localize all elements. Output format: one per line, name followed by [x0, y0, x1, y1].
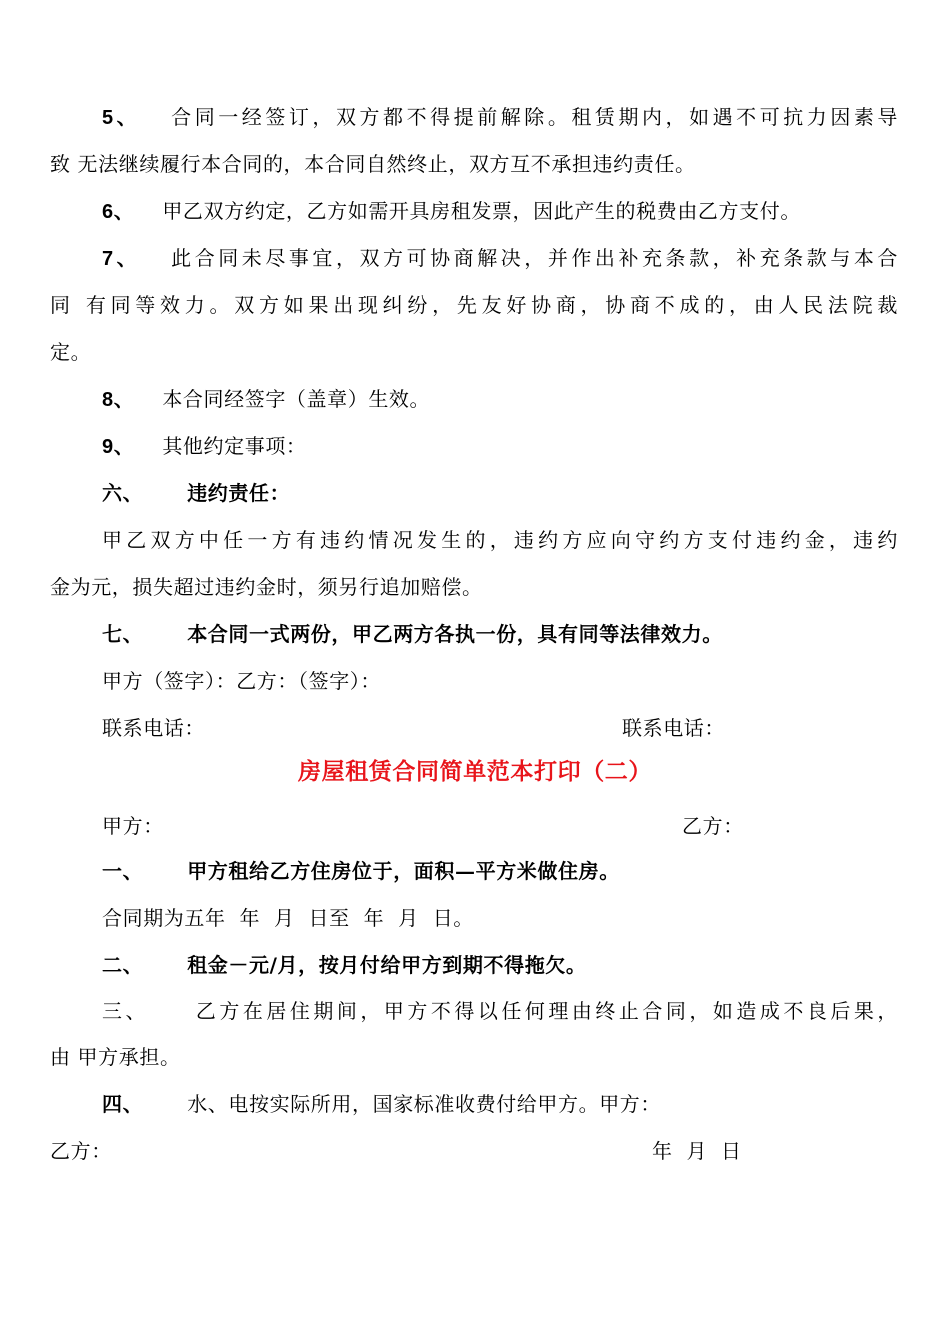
clause-text: 合同一经签订，双方都不得提前解除。租赁期内，如遇不可抗力因素导 [168, 105, 898, 129]
clause-one [102, 857, 620, 885]
party-a-label: 甲方： [102, 814, 164, 838]
phone-right: 联系电话： [622, 716, 725, 740]
clause-7-line-2: 同 有同等效力。双方如果出现纠纷，先友好协商，协商不成的，由人民法院裁 [50, 293, 898, 317]
clause-two [102, 951, 587, 979]
section-title: 本合同一式两份，甲乙两方各执一份，具有同等法律效力。 [187, 622, 723, 646]
clause-three-line-1 [102, 997, 898, 1025]
signature-date: 年 月 日 [652, 1139, 742, 1163]
clause-number: 四、 [102, 1092, 144, 1116]
clause-three-line-2: 由 甲方承担。 [50, 1045, 181, 1069]
clause-text: 此合同未尽事宜，双方可协商解决，并作出补充条款，补充条款与本合 [168, 246, 898, 270]
contract-term: 合同期为五年 年 月 日至 年 月 日。 [102, 906, 474, 930]
clause-text: 水、电按实际所用，国家标准收费付给甲方。甲方： [187, 1092, 662, 1116]
clause-5-line-1 [102, 103, 898, 132]
clause-number: 7、 [102, 248, 141, 270]
clause-5-line-2: 致 无法继续履行本合同的，本合同自然终止，双方互不承担违约责任。 [50, 152, 696, 176]
clause-8-line-1 [102, 385, 430, 414]
section-6-line-2: 金为元，损失超过违约金时，须另行追加赔偿。 [50, 575, 483, 599]
clause-number: 一、 [102, 859, 144, 883]
section-number: 七、 [102, 622, 144, 646]
signature-line: 甲方（签字）：乙方：（签字）： [102, 669, 381, 693]
section-number: 六、 [102, 481, 144, 505]
clause-text: 甲方租给乙方住房位于，面积—平方米做住房。 [187, 859, 620, 883]
clause-number: 6、 [102, 201, 135, 223]
clause-four [102, 1090, 661, 1118]
clause-9-line-1 [102, 432, 307, 461]
clause-number: 三、 [102, 999, 149, 1023]
clause-7-line-3: 定。 [50, 340, 92, 364]
clause-number: 9、 [102, 436, 135, 458]
section-7-heading [102, 620, 723, 648]
clause-number: 8、 [102, 389, 135, 411]
clause-text: 其他约定事项： [162, 434, 307, 458]
contract-title-2: 房屋租赁合同简单范本打印（二） [298, 758, 652, 785]
clause-7-line-1 [102, 244, 898, 273]
clause-number: 5、 [102, 107, 141, 129]
clause-6-line-1 [102, 197, 801, 226]
section-6-heading [102, 479, 290, 507]
section-title: 违约责任： [187, 481, 291, 505]
clause-text: 乙方在居住期间，甲方不得以任何理由终止合同，如造成不良后果， [193, 999, 898, 1023]
signature-party-b: 乙方： [50, 1139, 112, 1163]
phone-left: 联系电话： [102, 716, 205, 740]
clause-text: 租金－元/月，按月付给甲方到期不得拖欠。 [187, 953, 587, 977]
party-b-label: 乙方： [682, 814, 744, 838]
section-6-line-1: 甲乙双方中任一方有违约情况发生的，违约方应向守约方支付违约金，违约 [102, 528, 898, 552]
clause-text: 甲乙双方约定，乙方如需开具房租发票，因此产生的税费由乙方支付。 [162, 199, 801, 223]
clause-number: 二、 [102, 953, 144, 977]
clause-text: 本合同经签字（盖章）生效。 [162, 387, 431, 411]
